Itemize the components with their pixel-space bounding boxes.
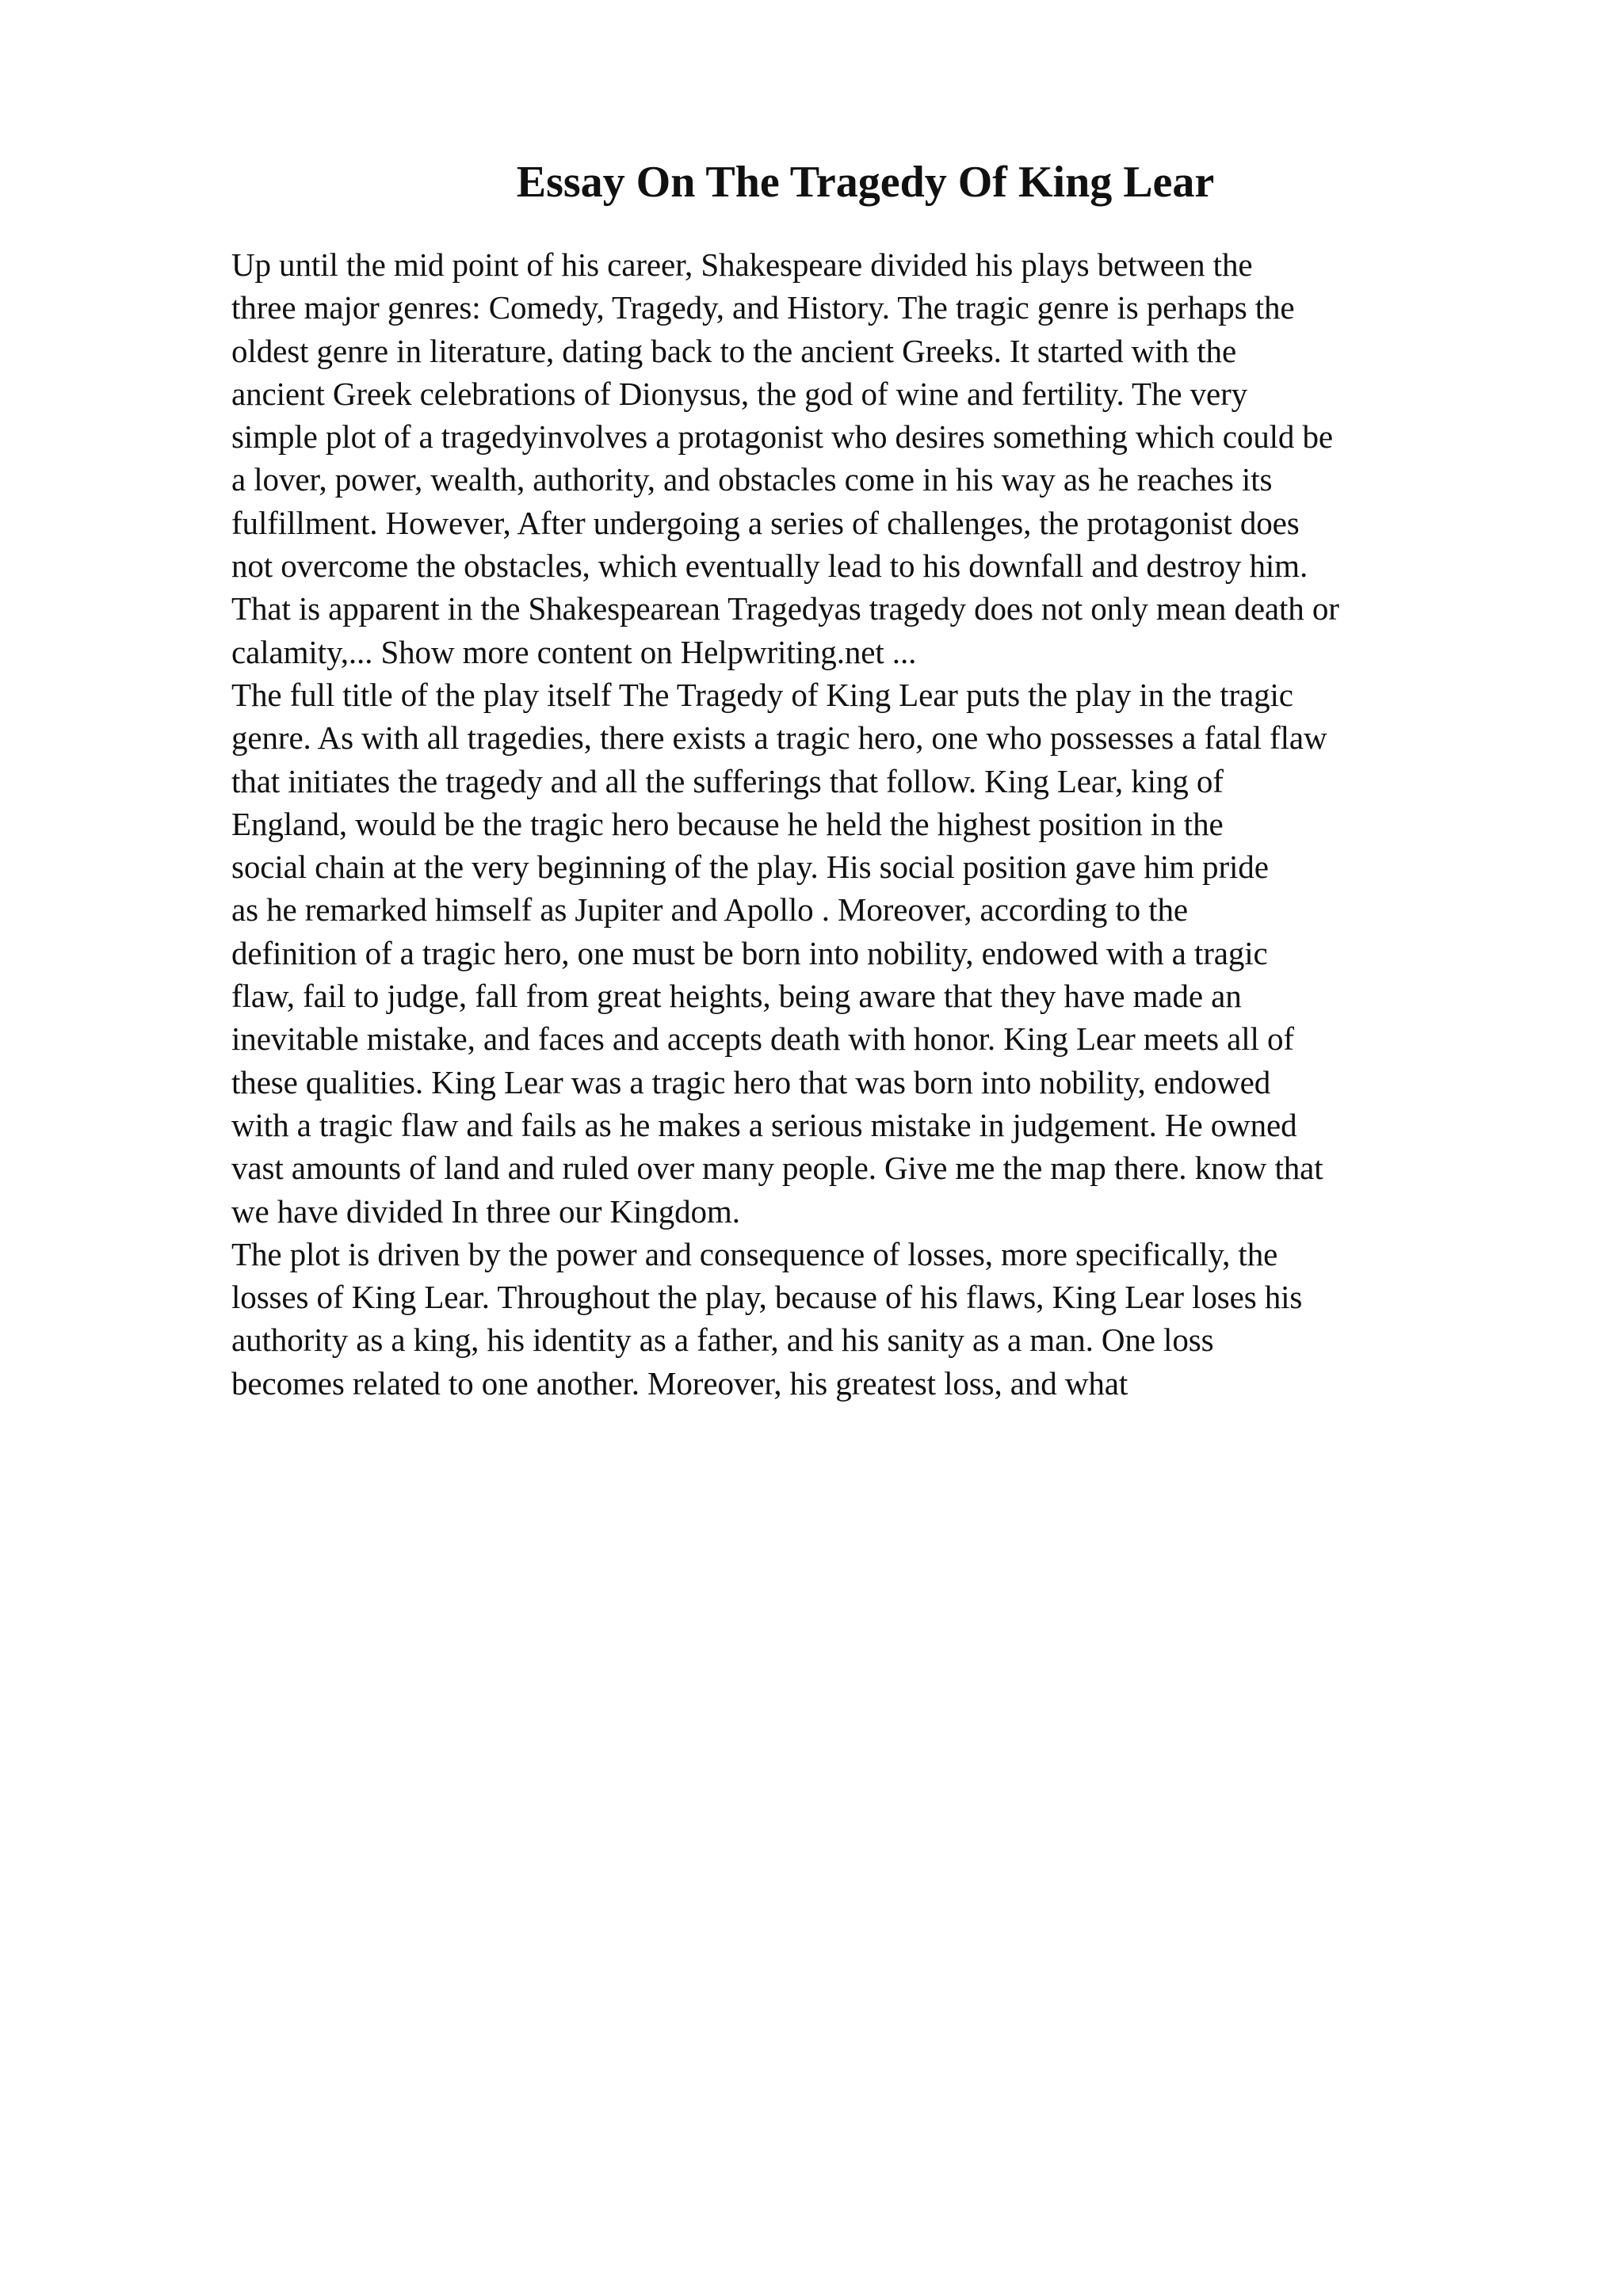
text-line: as he remarked himself as Jupiter and Apollo . Moreover, according to the	[231, 891, 1189, 929]
text-line: fulfillment. However, After undergoing a series of challenges, the protagonist does	[231, 504, 1300, 541]
text-line: ancient Greek celebrations of Dionysus, the god of wine and fertility. The very	[231, 375, 1248, 412]
text-line: social chain at the very beginning of the play. His social position gave him pride	[231, 849, 1269, 886]
text-line: England, would be the tragic hero because he held the highest position in the	[231, 805, 1224, 842]
document-body	[231, 243, 1610, 1405]
text-line: three major genres: Comedy, Tragedy, and History. The tragic genre is perhaps the	[231, 289, 1295, 326]
document-title: Essay On The Tragedy Of King Lear	[516, 158, 1215, 207]
text-line: these qualities. King Lear was a tragic hero that was born into nobility, endowed	[231, 1063, 1271, 1100]
text-line: we have divided In three our Kingdom.	[231, 1192, 740, 1230]
text-line: not overcome the obstacles, which eventually lead to his downfall and destroy him.	[231, 547, 1308, 585]
text-line: authority as a king, his identity as a father, and his sanity as a man. One loss	[231, 1322, 1214, 1359]
text-line: a lover, power, wealth, authority, and obstacles come in his way as he reaches its	[231, 461, 1273, 498]
text-line: The plot is driven by the power and consequence of losses, more specifically, the	[231, 1235, 1278, 1272]
text-line: The full title of the play itself The Tragedy of King Lear puts the play in the tragic	[231, 676, 1293, 713]
text-line: definition of a tragic hero, one must be born into nobility, endowed with a tragic	[231, 934, 1268, 971]
text-line: Up until the mid point of his career, Shakespeare divided his plays between the	[231, 246, 1253, 283]
text-line: losses of King Lear. Throughout the play, because of his flaws, King Lear loses his	[231, 1279, 1303, 1316]
text-line: becomes related to one another. Moreover, his greatest loss, and what	[231, 1364, 1128, 1402]
text-line: inevitable mistake, and faces and accepts death with honor. King Lear meets all of	[231, 1020, 1294, 1058]
text-line: simple plot of a tragedyinvolves a protagonist who desires something which could be	[231, 418, 1333, 456]
text-line: That is apparent in the Shakespearean Tragedyas tragedy does not only mean death or	[231, 590, 1339, 627]
text-line: with a tragic flaw and fails as he makes a serious mistake in judgement. He owned	[231, 1106, 1297, 1143]
text-line: flaw, fail to judge, fall from great heights, being aware that they have made an	[231, 978, 1242, 1015]
text-line: vast amounts of land and ruled over many people. Give me the map there. know that	[231, 1150, 1323, 1187]
text-line: that initiates the tragedy and all the sufferings that follow. King Lear, king of	[231, 762, 1224, 799]
text-line: oldest genre in literature, dating back to the ancient Greeks. It started with the	[231, 332, 1237, 369]
text-line: calamity,... Show more content on Helpwriting.net ...	[231, 633, 917, 670]
text-line: genre. As with all tragedies, there exists a tragic hero, one who possesses a fatal flaw	[231, 719, 1327, 757]
